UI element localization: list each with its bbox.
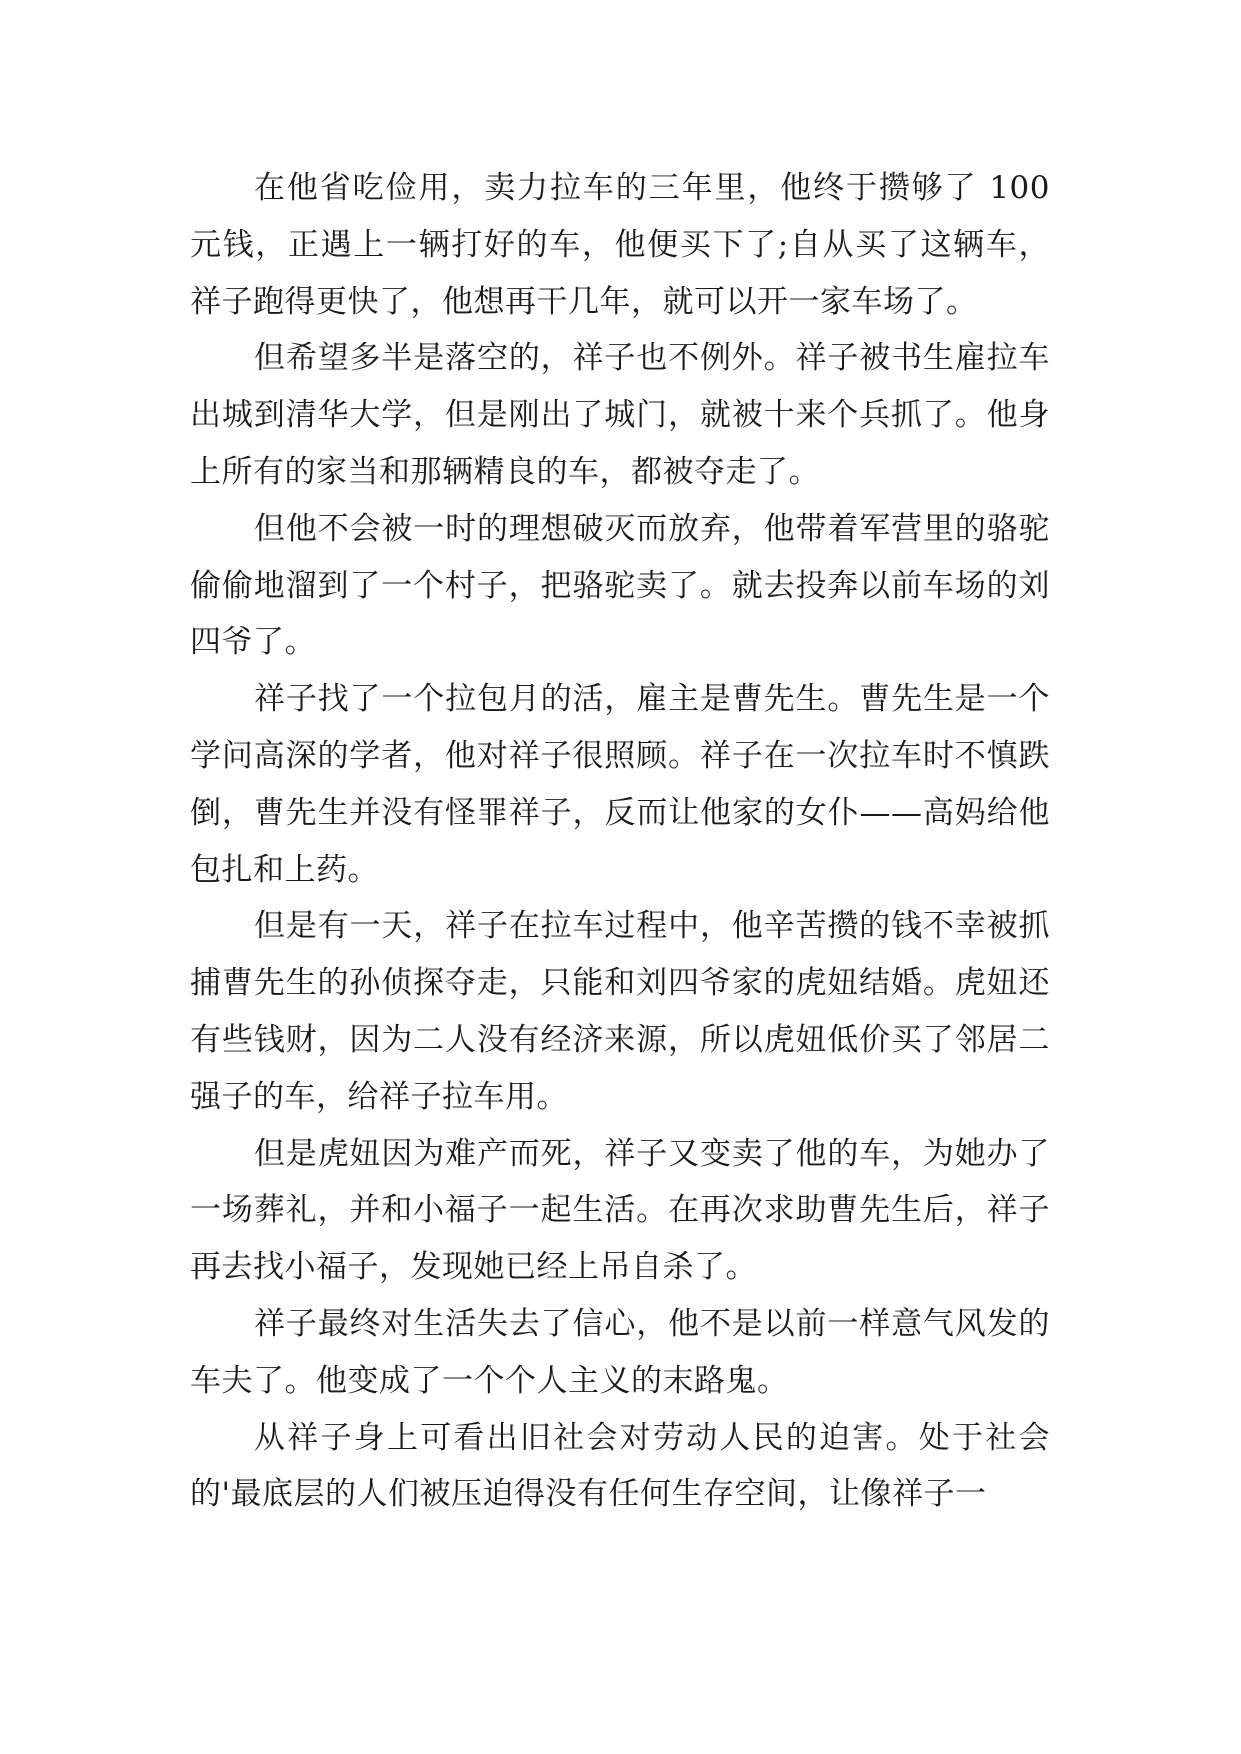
paragraph: 祥子最终对生活失去了信心，他不是以前一样意气风发的车夫了。他变成了一个个人主义的末路鬼。 [190, 1305, 1050, 1399]
paragraph: 但他不会被一时的理想破灭而放弃，他带着军营里的骆驼偷偷地溜到了一个村子，把骆驼卖了。就去投奔以前车场的刘四爷了。 [190, 510, 1050, 661]
paragraph: 祥子找了一个拉包月的活，雇主是曹先生。曹先生是一个学问高深的学者，他对祥子很照顾。祥子在一次拉车时不慎跌倒，曹先生并没有怪罪祥子，反而让他家的女仆——高妈给他包扎和上药。 [190, 681, 1050, 888]
paragraph: 从祥子身上可看出旧社会对劳动人民的迫害。处于社会的'最底层的人们被压迫得没有任何生存空间，让像祥子一 [190, 1419, 1050, 1513]
paragraph: 但是有一天，祥子在拉车过程中，他辛苦攒的钱不幸被抓捕曹先生的孙侦探夺走，只能和刘四爷家的虎妞结婚。虎妞还有些钱财，因为二人没有经济来源，所以虎妞低价买了邻居二强子的车，给祥子拉车用。 [190, 908, 1050, 1115]
paragraph: 但是虎妞因为难产而死，祥子又变卖了他的车，为她办了一场葬礼，并和小福子一起生活。在再次求助曹先生后，祥子再去找小福子，发现她已经上吊自杀了。 [190, 1135, 1050, 1286]
paragraph: 在他省吃俭用，卖力拉车的三年里，他终于攒够了 100 元钱，正遇上一辆打好的车，他便买下了;自从买了这辆车，祥子跑得更快了，他想再干几年，就可以开一家车场了。 [190, 170, 1050, 320]
document-body [190, 160, 1050, 1523]
paragraph: 但希望多半是落空的，祥子也不例外。祥子被书生雇拉车出城到清华大学，但是刚出了城门，就被十来个兵抓了。他身上所有的家当和那辆精良的车，都被夺走了。 [190, 340, 1050, 490]
